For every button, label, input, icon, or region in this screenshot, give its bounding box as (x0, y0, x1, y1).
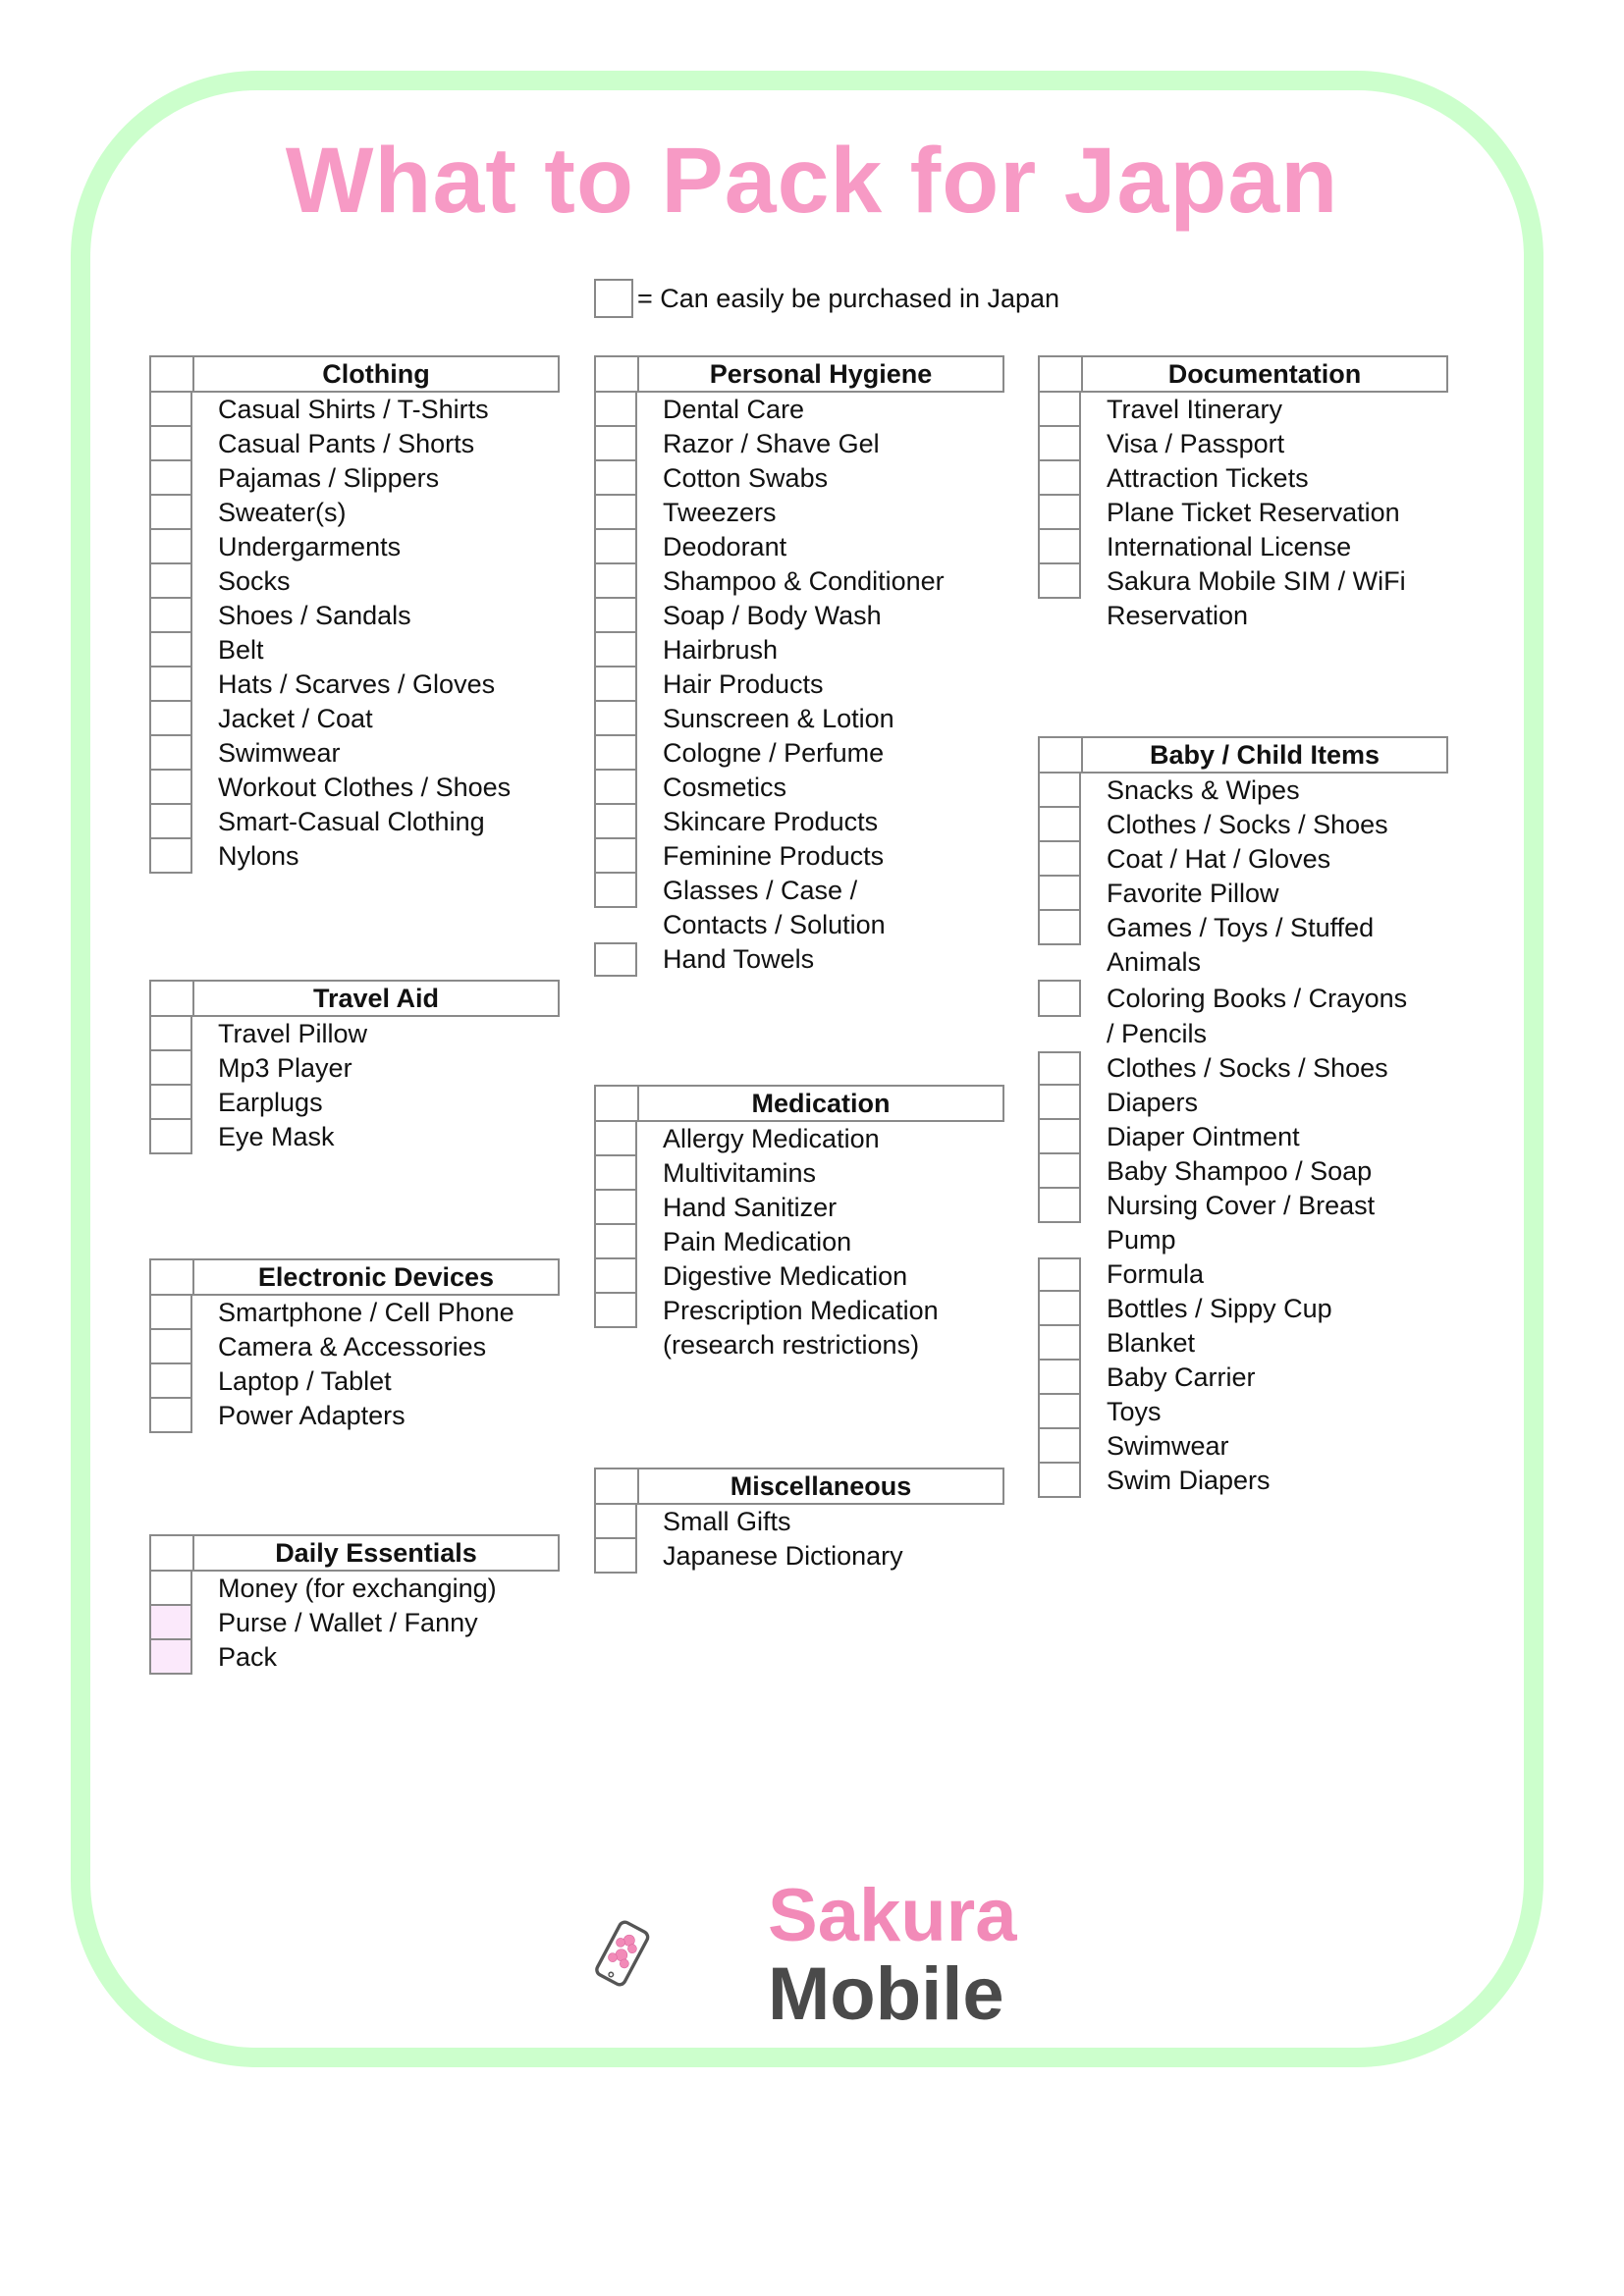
section-daily-essentials (149, 1534, 560, 1675)
checkbox[interactable] (1038, 564, 1081, 599)
section-personal-hygiene (594, 355, 1004, 977)
list-item[interactable]: Socks (149, 564, 560, 599)
list-item[interactable]: Digestive Medication (594, 1259, 1004, 1294)
checkbox[interactable] (594, 599, 637, 633)
section-medication (594, 1085, 1004, 1362)
checkbox[interactable] (594, 702, 637, 736)
checkbox[interactable] (1038, 1395, 1081, 1429)
section-title: Daily Essentials (275, 1538, 477, 1568)
section-clothing (149, 355, 560, 874)
checkbox[interactable] (594, 1122, 637, 1156)
list-item[interactable]: Swim Diapers (1038, 1464, 1448, 1498)
sakura-mobile-logo (589, 1865, 766, 2042)
list-item[interactable]: Nursing Cover / Breast (1038, 1189, 1448, 1223)
list-item[interactable]: Purse / Wallet / Fanny (149, 1606, 560, 1640)
checkbox[interactable] (594, 805, 637, 839)
list-item[interactable]: Diaper Ointment (1038, 1120, 1448, 1154)
list-item[interactable]: Small Gifts (594, 1505, 1004, 1539)
list-item[interactable]: Baby Shampoo / Soap (1038, 1154, 1448, 1189)
list-item[interactable]: Diapers (1038, 1086, 1448, 1120)
checkbox[interactable] (594, 1505, 637, 1539)
checkbox[interactable] (1038, 427, 1081, 461)
checkbox[interactable] (149, 1296, 192, 1330)
checkbox[interactable] (594, 530, 637, 564)
list-item[interactable]: Swimwear (1038, 1429, 1448, 1464)
list-item[interactable]: Hairbrush (594, 633, 1004, 667)
checkbox[interactable] (594, 839, 637, 874)
section-header (594, 1468, 1004, 1505)
checkbox[interactable] (149, 564, 192, 599)
checkbox[interactable] (1038, 1429, 1081, 1464)
checkbox[interactable] (594, 427, 637, 461)
checkbox[interactable] (149, 1120, 192, 1154)
checkbox[interactable] (1038, 461, 1081, 496)
list-item[interactable]: Hair Products (594, 667, 1004, 702)
checkbox[interactable] (1038, 774, 1081, 808)
checkbox[interactable] (1038, 530, 1081, 564)
list-item[interactable]: Sweater(s) (149, 496, 560, 530)
list-item[interactable]: Workout Clothes / Shoes (149, 771, 560, 805)
list-item[interactable]: Snacks & Wipes (1038, 774, 1448, 808)
list-item[interactable]: Hand Towels (594, 942, 1004, 977)
checkbox[interactable] (1038, 1051, 1081, 1086)
list-item[interactable]: Allergy Medication (594, 1122, 1004, 1156)
checkbox[interactable] (149, 1051, 192, 1086)
checkbox[interactable] (1038, 877, 1081, 911)
checkbox[interactable] (594, 393, 637, 427)
list-item[interactable]: Pajamas / Slippers (149, 461, 560, 496)
checkbox[interactable] (149, 599, 192, 633)
list-item[interactable]: Cotton Swabs (594, 461, 1004, 496)
list-item[interactable]: Multivitamins (594, 1156, 1004, 1191)
list-item[interactable]: Soap / Body Wash (594, 599, 1004, 633)
list-item[interactable]: Power Adapters (149, 1399, 560, 1433)
section-title: Baby / Child Items (1149, 740, 1380, 770)
list-item[interactable]: Clothes / Socks / Shoes (1038, 1051, 1448, 1086)
page-title: What to Pack for Japan (285, 129, 1339, 233)
list-item[interactable]: Sakura Mobile SIM / WiFi (1038, 564, 1448, 599)
checkbox[interactable] (149, 1606, 192, 1640)
checkbox[interactable] (594, 667, 637, 702)
checkbox[interactable] (149, 1330, 192, 1364)
list-item[interactable]: Baby Carrier (1038, 1361, 1448, 1395)
checkbox[interactable] (594, 461, 637, 496)
legend-checkbox (594, 279, 633, 318)
list-item[interactable]: Plane Ticket Reservation (1038, 496, 1448, 530)
section-miscellaneous (594, 1468, 1004, 1574)
checkbox[interactable] (1038, 980, 1081, 1017)
list-item[interactable]: Feminine Products (594, 839, 1004, 874)
checkbox[interactable] (149, 393, 192, 427)
list-item[interactable]: Pack (149, 1640, 560, 1675)
list-item[interactable]: Bottles / Sippy Cup (1038, 1292, 1448, 1326)
checkbox[interactable] (594, 496, 637, 530)
list-item: Reservation (1107, 601, 1249, 630)
checkbox[interactable] (1038, 393, 1081, 427)
checkbox[interactable] (594, 771, 637, 805)
list-item: / Pencils (1107, 1019, 1208, 1048)
checkbox[interactable] (594, 1156, 637, 1191)
section-header (149, 355, 560, 393)
checkbox[interactable] (149, 736, 192, 771)
section-header (149, 1258, 560, 1296)
checkbox[interactable] (149, 1086, 192, 1120)
list-item[interactable]: Money (for exchanging) (149, 1572, 560, 1606)
section-title: Electronic Devices (257, 1262, 495, 1292)
list-item[interactable]: Eye Mask (149, 1120, 560, 1154)
list-item[interactable]: Japanese Dictionary (594, 1539, 1004, 1574)
list-item[interactable]: Casual Pants / Shorts (149, 427, 560, 461)
checkbox[interactable] (594, 1259, 637, 1294)
list-item[interactable]: Cologne / Perfume (594, 736, 1004, 771)
checkbox[interactable] (149, 461, 192, 496)
checkbox[interactable] (149, 1364, 192, 1399)
section-baby-child (1038, 736, 1448, 1498)
checkbox[interactable] (594, 564, 637, 599)
checkbox[interactable] (1038, 842, 1081, 877)
list-item[interactable]: Glasses / Case / (594, 874, 1004, 908)
list-item[interactable]: Coloring Books / Crayons (1038, 980, 1448, 1017)
list-item[interactable]: Hats / Scarves / Gloves (149, 667, 560, 702)
checkbox[interactable] (149, 1640, 192, 1675)
section-title: Clothing (322, 359, 430, 389)
list-item[interactable]: Toys (1038, 1395, 1448, 1429)
list-item[interactable]: Travel Itinerary (1038, 393, 1448, 427)
list-item[interactable]: Pain Medication (594, 1225, 1004, 1259)
section-header (149, 980, 560, 1017)
list-item[interactable]: Belt (149, 633, 560, 667)
checkbox[interactable] (1038, 1189, 1081, 1223)
list-item[interactable]: Dental Care (594, 393, 1004, 427)
list-item[interactable]: Jacket / Coat (149, 702, 560, 736)
checkbox[interactable] (1038, 1464, 1081, 1498)
section-title: Miscellaneous (730, 1471, 912, 1501)
section-header (149, 1534, 560, 1572)
list-item: Pump (1107, 1225, 1176, 1255)
list-item[interactable]: Shampoo & Conditioner (594, 564, 1004, 599)
list-item[interactable]: Favorite Pillow (1038, 877, 1448, 911)
checkbox[interactable] (149, 427, 192, 461)
section-header (594, 1085, 1004, 1122)
section-electronic-devices (149, 1258, 560, 1433)
list-item[interactable]: Undergarments (149, 530, 560, 564)
checkbox[interactable] (1038, 808, 1081, 842)
checkbox[interactable] (594, 874, 637, 908)
list-item[interactable]: Travel Pillow (149, 1017, 560, 1051)
checkbox[interactable] (594, 633, 637, 667)
checkbox[interactable] (594, 1539, 637, 1574)
checkbox[interactable] (149, 496, 192, 530)
logo-text-mobile: Mobile (768, 1952, 1004, 2036)
section-header (1038, 355, 1448, 393)
checkbox[interactable] (1038, 1257, 1081, 1292)
checkbox[interactable] (594, 1225, 637, 1259)
checkbox[interactable] (149, 667, 192, 702)
list-item[interactable]: Prescription Medication (594, 1294, 1004, 1328)
list-item[interactable]: Games / Toys / Stuffed (1038, 911, 1448, 945)
list-item[interactable]: Camera & Accessories (149, 1330, 560, 1364)
checkbox[interactable] (1038, 911, 1081, 945)
list-item[interactable]: Razor / Shave Gel (594, 427, 1004, 461)
legend-text: = Can easily be purchased in Japan (637, 283, 1060, 313)
list-item[interactable]: Visa / Passport (1038, 427, 1448, 461)
checkbox[interactable] (594, 736, 637, 771)
logo-text-sakura: Sakura (768, 1874, 1017, 1957)
list-item[interactable]: Earplugs (149, 1086, 560, 1120)
section-documentation (1038, 355, 1448, 633)
checkbox[interactable] (149, 1399, 192, 1433)
list-item[interactable]: Smartphone / Cell Phone (149, 1296, 560, 1330)
checkbox[interactable] (1038, 1361, 1081, 1395)
checkbox[interactable] (1038, 496, 1081, 530)
list-item[interactable]: Hand Sanitizer (594, 1191, 1004, 1225)
list-item[interactable]: Swimwear (149, 736, 560, 771)
section-title: Personal Hygiene (709, 359, 933, 389)
checkbox[interactable] (1038, 1292, 1081, 1326)
checkbox[interactable] (594, 1294, 637, 1328)
checkbox[interactable] (1038, 1086, 1081, 1120)
list-item[interactable]: Casual Shirts / T-Shirts (149, 393, 560, 427)
list-item: Animals (1107, 947, 1202, 977)
list-item[interactable]: Cosmetics (594, 771, 1004, 805)
section-title: Medication (751, 1089, 891, 1118)
checkbox[interactable] (149, 1572, 192, 1606)
checkbox[interactable] (149, 839, 192, 874)
list-item[interactable]: Tweezers (594, 496, 1004, 530)
list-item[interactable]: Shoes / Sandals (149, 599, 560, 633)
checkbox[interactable] (149, 771, 192, 805)
checkbox[interactable] (1038, 1120, 1081, 1154)
list-item[interactable]: Mp3 Player (149, 1051, 560, 1086)
list-item[interactable]: Laptop / Tablet (149, 1364, 560, 1399)
checkbox[interactable] (594, 942, 637, 977)
list-item[interactable]: Clothes / Socks / Shoes (1038, 808, 1448, 842)
list-item[interactable]: Coat / Hat / Gloves (1038, 842, 1448, 877)
list-item[interactable]: Formula (1038, 1257, 1448, 1292)
list-item[interactable]: Sunscreen & Lotion (594, 702, 1004, 736)
list-item[interactable]: Deodorant (594, 530, 1004, 564)
section-header (594, 355, 1004, 393)
list-item[interactable]: Skincare Products (594, 805, 1004, 839)
list-item: (research restrictions) (663, 1330, 920, 1360)
list-item[interactable]: Blanket (1038, 1326, 1448, 1361)
legend (594, 278, 1059, 319)
checkbox[interactable] (149, 805, 192, 839)
section-header (1038, 736, 1448, 774)
checkbox[interactable] (149, 1017, 192, 1051)
section-travel-aid (149, 980, 560, 1154)
section-title: Travel Aid (312, 984, 440, 1013)
checkbox[interactable] (149, 530, 192, 564)
list-item[interactable]: Attraction Tickets (1038, 461, 1448, 496)
list-item: Contacts / Solution (663, 910, 886, 939)
list-item[interactable]: International License (1038, 530, 1448, 564)
list-item[interactable]: Nylons (149, 839, 560, 874)
checkbox[interactable] (1038, 1154, 1081, 1189)
checkbox[interactable] (149, 702, 192, 736)
checkbox[interactable] (1038, 1326, 1081, 1361)
list-item[interactable]: Smart-Casual Clothing (149, 805, 560, 839)
section-title: Documentation (1167, 359, 1362, 389)
checkbox[interactable] (594, 1191, 637, 1225)
checkbox[interactable] (149, 633, 192, 667)
